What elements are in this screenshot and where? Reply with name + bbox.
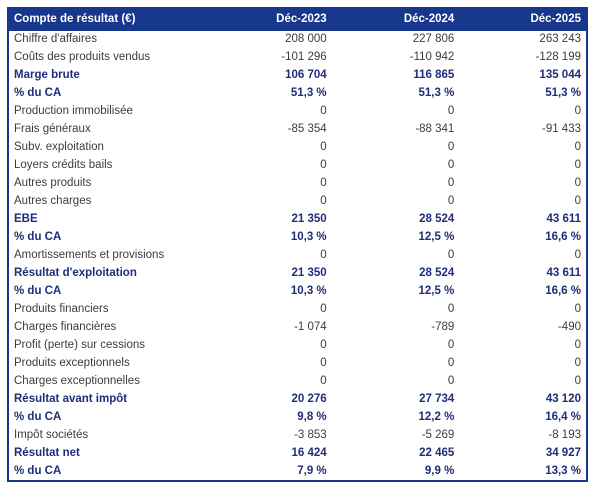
row-label: % du CA (14, 231, 62, 244)
row-value: 0 (574, 357, 581, 370)
row-value: -1 074 (294, 321, 327, 334)
table-header-row (8, 8, 587, 31)
row-value: 51,3 % (418, 87, 455, 100)
row-value: 43 611 (546, 267, 581, 280)
row-label: % du CA (14, 285, 62, 298)
table-row (8, 211, 587, 229)
table-row (8, 157, 587, 175)
row-label: Impôt sociétés (14, 429, 89, 442)
row-value: 0 (320, 249, 327, 262)
row-value: 0 (320, 177, 327, 190)
row-value: -88 341 (415, 123, 455, 136)
row-value: -101 296 (281, 51, 327, 64)
row-value: 28 524 (419, 267, 455, 280)
row-value: 0 (574, 159, 581, 172)
row-value: -490 (557, 321, 581, 334)
row-label: Frais généraux (14, 123, 91, 136)
row-value: 21 350 (291, 213, 327, 226)
row-label: Résultat avant impôt (14, 393, 128, 406)
row-label: Production immobilisée (14, 105, 133, 118)
row-value: 227 806 (412, 33, 455, 46)
column-header-dec-2025: Déc-2025 (459, 8, 587, 31)
row-label: % du CA (14, 87, 62, 100)
row-value: 0 (320, 195, 327, 208)
row-value: 9,8 % (297, 411, 327, 424)
row-value: 0 (320, 141, 327, 154)
row-value: 0 (447, 195, 455, 208)
table-row (8, 103, 587, 121)
compte-de-resultat (7, 7, 588, 482)
row-label: Charges financières (14, 321, 117, 334)
row-value: 10,3 % (290, 285, 327, 298)
row-value: 27 734 (419, 393, 455, 406)
table-row (8, 49, 587, 67)
table-body (8, 31, 587, 481)
table-row (8, 355, 587, 373)
row-value: 0 (574, 375, 581, 388)
row-value: 0 (574, 195, 581, 208)
table-row (8, 229, 587, 247)
row-value: 28 524 (419, 213, 455, 226)
row-value: 0 (447, 303, 455, 316)
row-value: 106 704 (285, 69, 327, 82)
row-value: 0 (447, 375, 455, 388)
column-header-dec-2024: Déc-2024 (332, 8, 460, 31)
row-value: 116 865 (413, 69, 455, 82)
row-value: 0 (320, 159, 327, 172)
row-value: 20 276 (291, 393, 327, 406)
row-value: 0 (447, 339, 455, 352)
table-title: Compte de résultat (€) (8, 8, 204, 31)
row-value: -789 (431, 321, 455, 334)
table-row (8, 409, 587, 427)
row-value: 51,3 % (545, 87, 581, 100)
row-value: 135 044 (539, 69, 581, 82)
row-value: 9,9 % (424, 464, 455, 477)
row-value: -8 193 (548, 429, 581, 442)
table-row (8, 67, 587, 85)
row-value: 0 (320, 375, 327, 388)
row-value: 0 (320, 105, 327, 118)
row-label: Charges exceptionnelles (14, 375, 140, 388)
row-value: 0 (447, 357, 455, 370)
column-header-dec-2023: Déc-2023 (204, 8, 332, 31)
row-label: EBE (14, 213, 38, 226)
row-value: 0 (574, 339, 581, 352)
row-label: Subv. exploitation (14, 141, 104, 154)
row-value: 263 243 (539, 33, 581, 46)
row-value: -5 269 (421, 429, 455, 442)
row-value: -91 433 (541, 123, 581, 136)
row-value: 0 (447, 249, 455, 262)
row-value: 51,3 % (290, 87, 327, 100)
row-label: Coûts des produits vendus (14, 51, 151, 64)
row-value: 16 424 (291, 447, 327, 460)
row-value: 0 (574, 141, 581, 154)
table-row (8, 139, 587, 157)
table-row (8, 427, 587, 445)
row-label: Autres produits (14, 177, 92, 190)
row-value: -110 942 (409, 51, 455, 64)
row-value: 0 (320, 357, 327, 370)
table-row (8, 175, 587, 193)
row-label: Résultat net (14, 447, 80, 460)
row-label: Profit (perte) sur cessions (14, 339, 146, 352)
row-value: 12,5 % (418, 285, 455, 298)
row-value: 10,3 % (290, 231, 327, 244)
row-value: 12,2 % (418, 411, 455, 424)
row-value: 0 (447, 177, 455, 190)
row-label: Produits exceptionnels (14, 357, 130, 370)
table-row (8, 121, 587, 139)
row-value: 7,9 % (297, 464, 327, 477)
table-row (8, 265, 587, 283)
table-row (8, 85, 587, 103)
table-row (8, 301, 587, 319)
row-label: Produits financiers (14, 303, 109, 316)
row-label: Amortissements et provisions (14, 249, 165, 262)
row-label: % du CA (14, 411, 62, 424)
row-label: Loyers crédits bails (14, 159, 113, 172)
row-value: -85 354 (287, 123, 327, 136)
row-value: 43 120 (545, 393, 581, 406)
row-value: 22 465 (419, 447, 455, 460)
row-value: -3 853 (294, 429, 327, 442)
row-value: 0 (574, 177, 581, 190)
row-value: 12,5 % (418, 231, 455, 244)
row-label: Chiffre d'affaires (14, 33, 97, 46)
row-value: 0 (574, 105, 581, 118)
row-value: 0 (447, 159, 455, 172)
table-row (8, 391, 587, 409)
row-value: 16,6 % (545, 285, 581, 298)
table-row (8, 373, 587, 391)
table-row (8, 283, 587, 301)
table-row (8, 463, 587, 481)
row-value: 208 000 (285, 33, 327, 46)
row-label: % du CA (14, 464, 62, 477)
table-row (8, 193, 587, 211)
row-value: 43 611 (546, 213, 581, 226)
table-row (8, 247, 587, 265)
row-value: 16,6 % (545, 231, 581, 244)
income-statement-table (7, 7, 588, 482)
table-row (8, 337, 587, 355)
row-value: 0 (447, 141, 455, 154)
row-value: 13,3 % (545, 464, 581, 477)
row-label: Autres charges (14, 195, 92, 208)
table-row (8, 319, 587, 337)
row-value: 0 (574, 249, 581, 262)
table-row (8, 31, 587, 49)
row-value: 16,4 % (545, 411, 581, 424)
row-value: 0 (574, 303, 581, 316)
row-label: Résultat d'exploitation (14, 267, 137, 280)
row-value: -128 199 (535, 51, 581, 64)
row-value: 21 350 (291, 267, 327, 280)
row-value: 0 (320, 339, 327, 352)
table-row (8, 445, 587, 463)
row-value: 34 927 (545, 447, 581, 460)
row-value: 0 (447, 105, 455, 118)
row-label: Marge brute (14, 69, 80, 82)
row-value: 0 (320, 303, 327, 316)
